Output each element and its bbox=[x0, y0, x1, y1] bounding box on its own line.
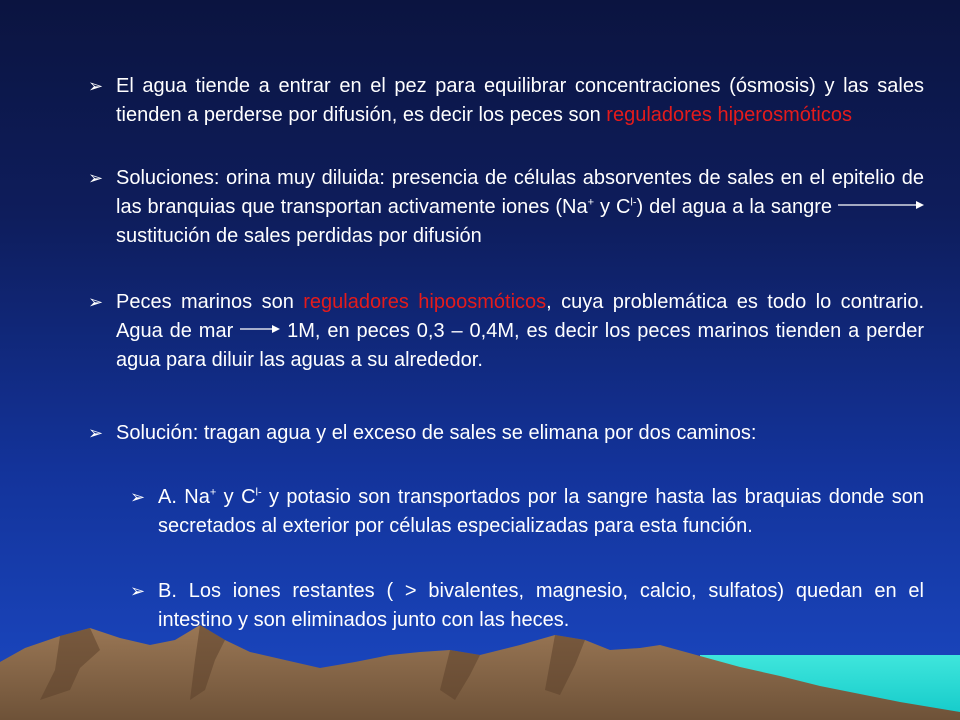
chloride-charge: l- bbox=[255, 486, 262, 499]
bullet-arrow-icon: ➢ bbox=[88, 76, 104, 97]
paragraph-2-text-b: y C bbox=[594, 196, 631, 218]
paragraph-2-text-a: Soluciones: orina muy diluida: presencia de células absorventes de sales en el epitelio de las branquias que transportan activamente iones (Na bbox=[116, 167, 924, 218]
term-hiperosmoticos: reguladores hiperosmóticos bbox=[606, 104, 852, 126]
paragraph-3-text-c: 1M, en peces 0,3 – 0,4M, es decir los peces marinos tienden a perder agua para diluir las aguas a su alrededor. bbox=[116, 320, 924, 371]
sodium-charge: + bbox=[587, 196, 595, 209]
chloride-charge: l- bbox=[630, 196, 637, 209]
bullet-arrow-icon: ➢ bbox=[130, 487, 146, 508]
sub-item-b bbox=[130, 577, 924, 635]
sub-item-a-text-b: y C bbox=[216, 486, 256, 508]
sub-item-a-text-a: A. Na bbox=[158, 486, 210, 508]
paragraph-2-text-c: ) del agua a la sangre bbox=[636, 196, 833, 218]
sub-item-a bbox=[130, 483, 924, 541]
bullet-arrow-icon: ➢ bbox=[88, 292, 104, 313]
sub-item-b-text: B. Los iones restantes ( > bivalentes, magnesio, calcio, sulfatos) quedan en el intestino y son eliminados junto con las heces. bbox=[158, 580, 924, 631]
term-hipoosmoticos: reguladores hipoosmóticos bbox=[303, 291, 547, 313]
paragraph-1 bbox=[88, 72, 924, 130]
paragraph-3-text-b: , cuya problemática es todo lo contrario. Agua de mar bbox=[116, 291, 924, 342]
sodium-charge: + bbox=[209, 486, 217, 499]
paragraph-2 bbox=[88, 164, 924, 251]
paragraph-2-text-d: sustitución de sales perdidas por difusión bbox=[116, 225, 482, 247]
sub-item-a-text-c: y potasio son transportados por la sangre hasta las braquias donde son secretados al exterior por células especializadas para esta función. bbox=[158, 486, 924, 537]
paragraph-4 bbox=[88, 419, 924, 448]
bullet-arrow-icon: ➢ bbox=[130, 581, 146, 602]
paragraph-3 bbox=[88, 288, 924, 375]
paragraph-1-text: El agua tiende a entrar en el pez para equilibrar concentraciones (ósmosis) y las sales tienden a perderse por difusión, es decir los peces son bbox=[116, 75, 924, 126]
paragraph-4-text: Solución: tragan agua y el exceso de sales se elimana por dos caminos: bbox=[116, 422, 757, 444]
right-arrow-icon bbox=[838, 200, 924, 210]
paragraph-3-text-a: Peces marinos son bbox=[116, 291, 304, 313]
bullet-arrow-icon: ➢ bbox=[88, 423, 104, 444]
bullet-arrow-icon: ➢ bbox=[88, 168, 104, 189]
right-arrow-icon bbox=[240, 324, 280, 334]
